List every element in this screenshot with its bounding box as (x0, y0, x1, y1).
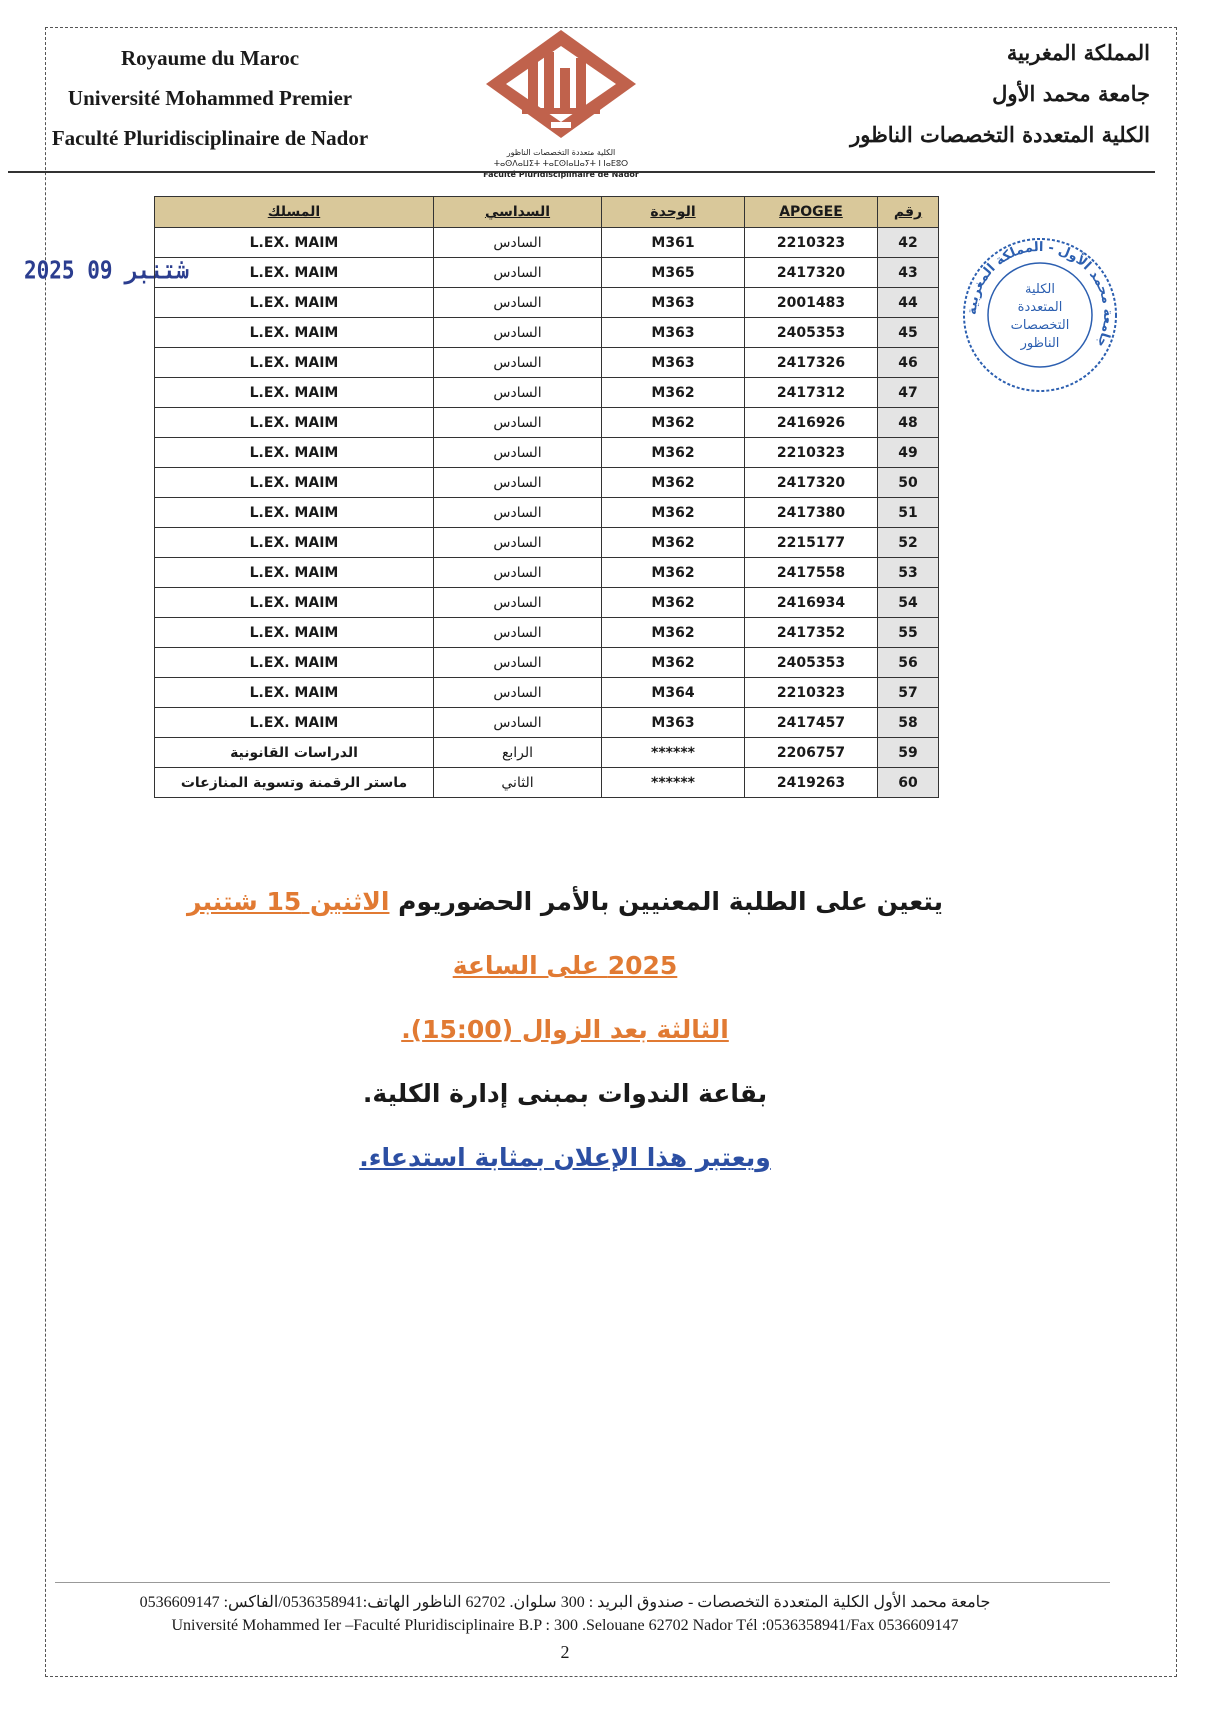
cell-wahda: M362 (602, 498, 745, 528)
seal-icon (960, 235, 1120, 395)
announcement-time: الثالثة بعد الزوال (15:00). (401, 1015, 729, 1044)
cell-masl: L.EX. MAIM (155, 258, 434, 288)
cell-apogee: 2417320 (745, 258, 878, 288)
header-fr-faculty: Faculté Pluridisciplinaire de Nador (51, 126, 369, 150)
cell-wahda: M363 (602, 348, 745, 378)
header-divider (8, 171, 1155, 173)
logo-caption-french: Faculté Pluridisciplinaire de Nador (483, 170, 639, 179)
cell-masl: L.EX. MAIM (155, 378, 434, 408)
table-row (155, 588, 939, 618)
cell-wahda: M361 (602, 228, 745, 258)
col-header-num: رقم (878, 197, 939, 228)
table-row (155, 558, 939, 588)
cell-semester: السادس (434, 288, 602, 318)
cell-num: 45 (878, 318, 939, 348)
cell-wahda: M362 (602, 468, 745, 498)
cell-wahda: M365 (602, 258, 745, 288)
cell-num: 42 (878, 228, 939, 258)
page-number: 2 (560, 1642, 570, 1662)
announcement-date-highlight: الاثنين 15 شتنبر 2025 على الساعة (187, 887, 678, 980)
table-row (155, 738, 939, 768)
students-table (154, 196, 939, 798)
cell-semester: السادس (434, 378, 602, 408)
cell-wahda: M362 (602, 618, 745, 648)
cell-wahda: M363 (602, 708, 745, 738)
cell-apogee: 2416926 (745, 408, 878, 438)
cell-num: 44 (878, 288, 939, 318)
cell-masl: L.EX. MAIM (155, 528, 434, 558)
seal-line-3: التخصصات (1010, 318, 1070, 333)
header-ar-kingdom: المملكة المغربية (1006, 40, 1150, 65)
cell-num: 51 (878, 498, 939, 528)
cell-num: 53 (878, 558, 939, 588)
table-row (155, 378, 939, 408)
cell-apogee: 2417380 (745, 498, 878, 528)
table-header-row (155, 197, 939, 228)
cell-apogee: 2210323 (745, 438, 878, 468)
cell-semester: السادس (434, 588, 602, 618)
table-row (155, 618, 939, 648)
faculty-logo (466, 22, 656, 182)
cell-wahda: M362 (602, 438, 745, 468)
cell-semester: السادس (434, 348, 602, 378)
table-row (155, 258, 939, 288)
cell-num: 43 (878, 258, 939, 288)
header-ar-faculty: الكلية المتعددة التخصصات الناظور (850, 122, 1150, 147)
footer-french: Université Mohammed Ier –Faculté Pluridisciplinaire B.P : 300 .Selouane 62702 Nador Tél :0536358941/Fax 0536609147 (171, 1617, 959, 1634)
seal-outer-text: جامعة محمد الأول - المملكة المغربية (964, 239, 1116, 350)
announcement (150, 870, 980, 1190)
cell-semester: السادس (434, 648, 602, 678)
cell-apogee: 2001483 (745, 288, 878, 318)
announcement-line-1 (150, 870, 980, 998)
cell-masl: L.EX. MAIM (155, 678, 434, 708)
table-row (155, 318, 939, 348)
table-row (155, 678, 939, 708)
cell-semester: السادس (434, 498, 602, 528)
col-header-semester: السداسي (434, 197, 602, 228)
header-ar-university: جامعة محمد الأول (992, 81, 1150, 106)
cell-masl: L.EX. MAIM (155, 588, 434, 618)
seal-line-4: الناظور (1020, 336, 1060, 351)
cell-apogee: 2210323 (745, 678, 878, 708)
cell-apogee: 2417320 (745, 468, 878, 498)
cell-num: 59 (878, 738, 939, 768)
cell-apogee: 2417326 (745, 348, 878, 378)
cell-num: 54 (878, 588, 939, 618)
cell-semester: الثاني (434, 768, 602, 798)
cell-apogee: 2417352 (745, 618, 878, 648)
cell-semester: السادس (434, 408, 602, 438)
cell-masl: L.EX. MAIM (155, 408, 434, 438)
cell-apogee: 2215177 (745, 528, 878, 558)
cell-wahda: M362 (602, 588, 745, 618)
table-row (155, 498, 939, 528)
cell-semester: السادس (434, 528, 602, 558)
footer-arabic: جامعة محمد الأول الكلية المتعددة التخصصات - صندوق البريد : 300 سلوان. 62702 الناظور الهاتف:0536358941/الفاكس: 0536609147 (139, 1594, 991, 1611)
cell-num: 47 (878, 378, 939, 408)
logo-caption-tifinagh: ⵜⴰⵙⴷⴰⵡⵉⵜ ⵜⴰⵎⵙⵏⴰⵡⴰⵢⵜ ⵏ ⵏⴰⴹⵓⵔ (493, 159, 629, 168)
cell-wahda: M362 (602, 378, 745, 408)
cell-wahda: M363 (602, 288, 745, 318)
announcement-summons: ويعتبر هذا الإعلان بمثابة استدعاء. (359, 1143, 771, 1172)
cell-num: 55 (878, 618, 939, 648)
table-row (155, 288, 939, 318)
cell-semester: السادس (434, 708, 602, 738)
table-row (155, 408, 939, 438)
logo-caption-arabic: الكلية متعددة التخصصات الناظور (506, 148, 616, 157)
cell-num: 57 (878, 678, 939, 708)
date-stamp: 2025 09 شتنبر (24, 255, 189, 285)
cell-masl: L.EX. MAIM (155, 648, 434, 678)
seal-line-2: المتعددة (1017, 300, 1063, 315)
cell-semester: السادس (434, 468, 602, 498)
cell-wahda: M364 (602, 678, 745, 708)
cell-num: 46 (878, 348, 939, 378)
header-french (20, 38, 400, 158)
cell-num: 50 (878, 468, 939, 498)
announcement-location: بقاعة الندوات بمبنى إدارة الكلية. (362, 1079, 768, 1108)
cell-apogee: 2405353 (745, 318, 878, 348)
cell-num: 49 (878, 438, 939, 468)
table-row (155, 348, 939, 378)
cell-apogee: 2416934 (745, 588, 878, 618)
col-header-apogee: APOGEE (745, 197, 878, 228)
cell-wahda: ****** (602, 738, 745, 768)
cell-masl: L.EX. MAIM (155, 228, 434, 258)
cell-apogee: 2210323 (745, 228, 878, 258)
header-fr-university: Université Mohammed Premier (67, 86, 353, 110)
col-header-wahda: الوحدة (602, 197, 745, 228)
cell-num: 56 (878, 648, 939, 678)
cell-apogee: 2417312 (745, 378, 878, 408)
cell-semester: السادس (434, 558, 602, 588)
table-row (155, 768, 939, 798)
table-row (155, 708, 939, 738)
cell-apogee: 2206757 (745, 738, 878, 768)
cell-masl: L.EX. MAIM (155, 468, 434, 498)
cell-masl: L.EX. MAIM (155, 438, 434, 468)
cell-masl: ماستر الرقمنة وتسوية المنازعات (155, 768, 434, 798)
cell-num: 60 (878, 768, 939, 798)
seal-line-1: الكلية (1025, 282, 1055, 297)
cell-num: 48 (878, 408, 939, 438)
cell-apogee: 2417558 (745, 558, 878, 588)
cell-masl: L.EX. MAIM (155, 618, 434, 648)
cell-semester: السادس (434, 258, 602, 288)
col-header-masl: المسلك (155, 197, 434, 228)
cell-semester: السادس (434, 618, 602, 648)
official-seal (960, 235, 1120, 395)
cell-semester: الرابع (434, 738, 602, 768)
cell-masl: L.EX. MAIM (155, 318, 434, 348)
cell-masl: L.EX. MAIM (155, 348, 434, 378)
cell-masl: L.EX. MAIM (155, 558, 434, 588)
cell-wahda: M362 (602, 648, 745, 678)
cell-wahda: M363 (602, 318, 745, 348)
cell-semester: السادس (434, 678, 602, 708)
cell-masl: L.EX. MAIM (155, 498, 434, 528)
cell-num: 58 (878, 708, 939, 738)
cell-apogee: 2419263 (745, 768, 878, 798)
cell-apogee: 2417457 (745, 708, 878, 738)
cell-semester: السادس (434, 438, 602, 468)
cell-semester: السادس (434, 318, 602, 348)
cell-masl: L.EX. MAIM (155, 708, 434, 738)
announcement-line-1-text: يتعين على الطلبة المعنيين بالأمر الحضوريوم (389, 887, 943, 916)
table-row (155, 648, 939, 678)
table-body (155, 228, 939, 798)
faculty-logo-icon (466, 22, 656, 147)
cell-wahda: M362 (602, 558, 745, 588)
header-arabic (790, 32, 1150, 155)
cell-wahda: M362 (602, 528, 745, 558)
cell-masl: L.EX. MAIM (155, 288, 434, 318)
table-row (155, 528, 939, 558)
table-row (155, 228, 939, 258)
cell-num: 52 (878, 528, 939, 558)
footer-divider (55, 1582, 1110, 1583)
table-row (155, 468, 939, 498)
cell-masl: الدراسات القانونية (155, 738, 434, 768)
cell-wahda: ****** (602, 768, 745, 798)
table-row (155, 438, 939, 468)
cell-apogee: 2405353 (745, 648, 878, 678)
cell-semester: السادس (434, 228, 602, 258)
header-fr-kingdom: Royaume du Maroc (120, 46, 300, 70)
cell-wahda: M362 (602, 408, 745, 438)
